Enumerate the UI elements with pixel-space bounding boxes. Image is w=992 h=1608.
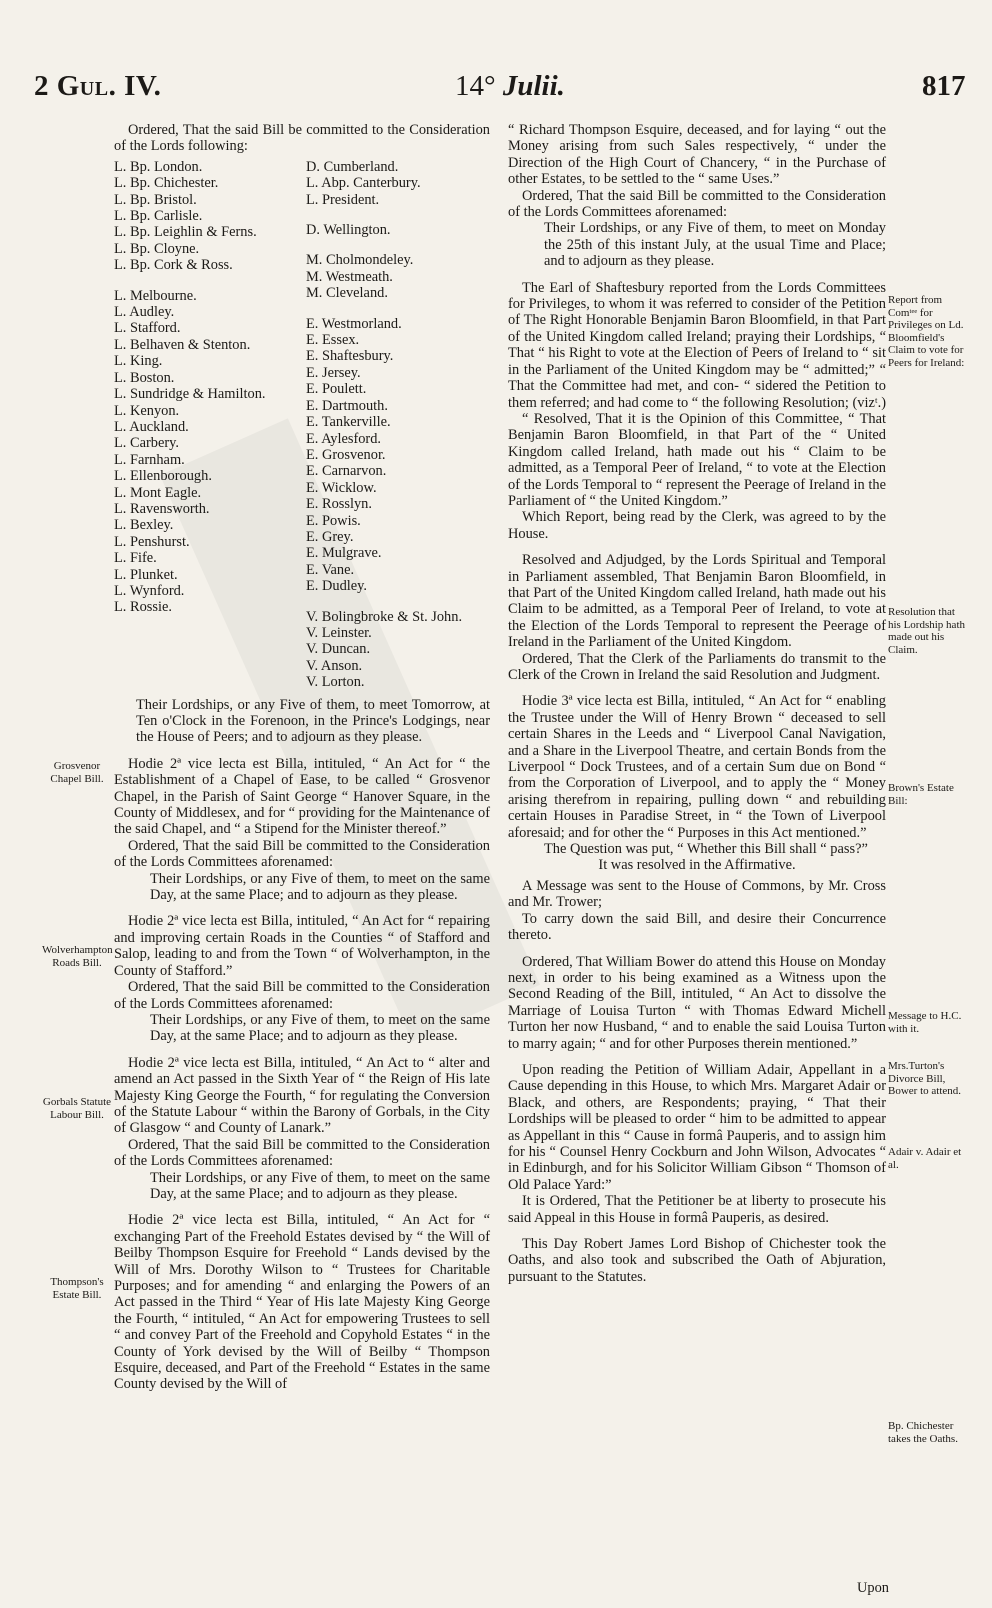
margin-note-message: Message to H.C. with it. (888, 1010, 962, 1035)
lord-entry: L. Bp. London. (114, 158, 203, 175)
lord-entry: L. President. (306, 191, 380, 208)
report-agreed: Which Report, being read by the Clerk, was agreed to by the House. (508, 509, 886, 542)
margin-note-grosvenor: Grosvenor Chapel Bill. (50, 760, 104, 785)
lord-entry: E. Grey. (306, 528, 354, 545)
margin-note-gorbals: Gorbals Statute Labour Bill. (42, 1096, 112, 1121)
lord-entry: E. Poulett. (306, 381, 367, 398)
lord-entry: L. Ellenborough. (114, 468, 212, 485)
lord-entry: L. King. (114, 353, 163, 370)
catchword: Upon (857, 1580, 889, 1596)
lord-entry: L. Farnham. (114, 451, 185, 468)
lord-entry: V. Duncan. (306, 641, 371, 658)
header-date (455, 70, 565, 103)
lord-entry: E. Carnarvon. (306, 463, 387, 480)
message-to-commons: A Message was sent to the House of Commons, by Mr. Cross and Mr. Trower; (508, 877, 886, 911)
header-day: 14° (455, 70, 496, 102)
carry-down: To carry down the said Bill, and desire their Concurrence thereto. (508, 910, 886, 944)
ordered-intro: Ordered, That the said Bill be committed to the Consideration of the Lords following: (114, 122, 490, 155)
lord-entry: V. Leinster. (306, 624, 372, 641)
margin-note-chichester: Bp. Chichester takes the Oaths. (888, 1420, 958, 1445)
thompson-ordered: Ordered, That the said Bill be committed to the Consideration of the Lords Committees aforenamed: (508, 187, 886, 221)
lord-entry: L. Penshurst. (114, 533, 190, 550)
grosvenor-bill-text: Hodie 2ª vice lecta est Billa, intituled, “ An Act for “ the Establishment of a Chapel of Ease, to be called “ Grosvenor Chapel, in the Parish of Saint George “ Hanover Square, in the County of Middlesex, and for “ providing for the Maintenance of the said Chapel, and “ a Stipend for the Minister thereof.” (114, 755, 490, 838)
lord-entry: L. Bp. Cloyne. (114, 240, 200, 257)
lord-entry: E. Powis. (306, 512, 361, 529)
brown-bill-text: Hodie 3ª vice lecta est Billa, intituled, “ An Act for “ enabling the Trustee under the Will of Henry Brown “ deceased to sell certain Shares in the Leeds and “ Liverpool Canal Navigation, and a Share in the Liverpool Theatre, and certain Bonds from the Liverpool “ Dock Trustees, and of a certain Sum due on Bond “ from the Corporation of Liverpool, and to apply the “ Money arising therefrom in repairing, pulling down “ and rebuilding certain Houses in Paradise Street, in “ the Town of Liverpool aforesaid; and for other the “ Purposes in this Act mentioned.” (508, 693, 886, 841)
margin-note-thompson: Thompson's Estate Bill. (50, 1276, 104, 1301)
lord-entry: E. Rosslyn. (306, 496, 372, 513)
resolved-adjudged: Resolved and Adjudged, by the Lords Spiritual and Temporal in Parliament assembled, That Benjamin Baron Bloomfield, in that Part of the United Kingdom called Ireland, hath made out his Claim to be admitted, as a Temporal Peer of Ireland, to vote at the Election of the Lords Temporal to represent the Peerage of Ireland in the Parliament of the United Kingdom. (508, 552, 886, 651)
margin-note-adair: Adair v. Adair et al. (888, 1146, 962, 1171)
lord-entry: V. Lorton. (306, 674, 365, 691)
lord-entry: L. Melbourne. (114, 287, 197, 304)
thompson-bill-continued: “ Richard Thompson Esquire, deceased, and for laying “ out the Money arising from such Sales respectively, “ under the Direction of the High Court of Chancery, “ in the Purchase of other Estates, to be settled to the “ same Uses.” (508, 122, 886, 188)
thompson-bill-text: Hodie 2ª vice lecta est Billa, intituled, “ An Act for “ exchanging Part of the Freehold Estates devised by “ the Will of Beilby Thompson Esquire for Freehold “ Lands devised by the Will of Mrs. Dorothy Wilson to “ Trustees for Charitable Purposes; and for amending “ and enlarging the Powers of an Act passed in the Third “ Year of His late Majesty King George the Fourth, “ intituled, “ An Act for empowering Trustees to sell “ and convey Part of the Freehold and Copyhold Estates “ in the County of York devised by the Will of Beilby “ Thompson Esquire, deceased, and Part of the Freehold “ Estates in the same County devised by the Will of (114, 1212, 490, 1393)
privileges-report: The Earl of Shaftesbury reported from the Lords Committees for Privileges, to whom it was referred to consider of the Petition of The Right Honorable Benjamin Baron Bloomfield, in that Part of the United Kingdom called Ireland; praying their Lordships, “ That “ his Right to vote at the Election of Peers of Ireland to “ sit in the Parliament of the United Kingdom may be “ admitted;” “ That the Committee had met, and con- “ sidered the Petition to them referred; and had come to “ the following Resolution; (vizᵗ.) (508, 279, 886, 411)
margin-note-report: Report from Comᵗᵉᵉ for Privileges on Ld. Bloomfield's Claim to vote for Peers for Ireland: (888, 294, 965, 369)
gorbals-meet: Their Lordships, or any Five of them, to meet on the same Day, at the same Place; and to adjourn as they please. (150, 1169, 490, 1202)
lords-list-b (306, 159, 462, 691)
lord-entry: L. Mont Eagle. (114, 484, 202, 501)
lord-entry: L. Stafford. (114, 320, 181, 337)
lord-entry: E. Wicklow. (306, 479, 377, 496)
wolverhampton-meet: Their Lordships, or any Five of them, to meet on the same Day, at the same Place; and to adjourn as they please. (150, 1011, 490, 1045)
meet-tomorrow: Their Lordships, or any Five of them, to meet Tomorrow, at Ten o'Clock in the Forenoon, in the Prince's Lodgings, near the House of Peers; and to adjourn as they please. (136, 696, 490, 746)
lord-entry: L. Abp. Canterbury. (306, 175, 421, 192)
lord-entry: D. Wellington. (306, 222, 391, 239)
lord-entry: E. Grosvenor. (306, 446, 386, 463)
lord-entry: L. Belhaven & Stenton. (114, 336, 251, 353)
margin-note-wolverhampton: Wolverhampton Roads Bill. (42, 944, 113, 969)
lord-entry: E. Mulgrave. (306, 545, 382, 562)
lord-entry: M. Westmeath. (306, 268, 393, 285)
adair-petition: Upon reading the Petition of William Adair, Appellant in a Cause depending in this House, to which Mrs. Margaret Adair or Black, and others, are Respondents; praying, “ That their Lordships will be pleased to order “ him to be admitted to appear as Appellant in this “ Cause in formâ Pauperis, and to assign him for his “ Counsel Henry Cockburn and John Wilson, Advocates “ in Edinburgh, and for his Solicitor William Gibson “ Thomson of Old Palace Yard:” (508, 1061, 886, 1193)
lord-entry: L. Bexley. (114, 517, 174, 534)
thompson-meet: Their Lordships, or any Five of them, to meet on Monday the 25th of this instant July, at the usual Time and Place; and to adjourn as they please. (544, 220, 886, 270)
lord-entry: E. Shaftesbury. (306, 348, 394, 365)
lord-entry: E. Dartmouth. (306, 397, 388, 414)
lord-entry: L. Bp. Bristol. (114, 191, 197, 208)
resolved-affirmative: It was resolved in the Affirmative. (598, 857, 796, 874)
lords-list-a (114, 159, 306, 691)
lord-entry: E. Vane. (306, 561, 355, 578)
lords-committee-list (114, 159, 490, 691)
page-number: 817 (922, 70, 966, 102)
margin-note-turton: Mrs.Turton's Divorce Bill, Bower to attend. (888, 1060, 962, 1097)
lord-entry: E. Dudley. (306, 578, 368, 595)
margin-note-resolution: Resolution that his Lordship hath made out his Claim. (888, 606, 965, 656)
lord-entry: E. Essex. (306, 332, 360, 349)
left-column (114, 122, 490, 1393)
bower-ordered: Ordered, That William Bower do attend this House on Monday next, in order to his being examined as a Witness upon the Second Reading of the Bill, intituled, “ An Act to dissolve the Marriage of Louisa Turton “ with Thomas Edward Michell Turton her now Husband, “ and to enable the said Louisa Turton to marry again; “ and for other Purposes therein mentioned.” (508, 953, 886, 1052)
lord-entry: L. Audley. (114, 304, 175, 321)
lord-entry: L. Auckland. (114, 418, 189, 435)
lord-entry: D. Cumberland. (306, 158, 399, 175)
lord-entry: E. Jersey. (306, 364, 361, 381)
lord-entry: L. Rossie. (114, 599, 172, 616)
committee-resolution: “ Resolved, That it is the Opinion of this Committee, “ That Benjamin Baron Bloomfield, in that Part of the “ United Kingdom called Ireland, hath made out his “ Claim to be admitted, as a Temporal Peer of Ireland, “ to vote at the Election of the Lords Temporal to “ represent the Peerage of Ireland in the Parliament of “ the United Kingdom.” (508, 410, 886, 509)
adair-ordered: It is Ordered, That the Petitioner be at liberty to prosecute his said Appeal in this House in formâ Pauperis, as desired. (508, 1193, 886, 1226)
lord-entry: L. Boston. (114, 369, 175, 386)
lord-entry: M. Cleveland. (306, 285, 388, 302)
lord-entry: L. Sundridge & Hamilton. (114, 386, 266, 403)
lord-entry: L. Wynford. (114, 582, 185, 599)
margin-note-brown: Brown's Estate Bill: (888, 782, 954, 807)
transmit-ordered: Ordered, That the Clerk of the Parliaments do transmit to the Clerk of the Crown in Ireland the said Resolution and Judgment. (508, 650, 886, 683)
wolverhampton-bill-text: Hodie 2ª vice lecta est Billa, intituled, “ An Act for “ repairing and improving certain Roads in the Counties “ of Stafford and Salop, leading to and from the Town “ of Wolverhampton, in the County of Stafford.” (114, 913, 490, 979)
lord-entry: L. Bp. Carlisle. (114, 208, 203, 225)
right-column (508, 122, 886, 1285)
chichester-oaths: This Day Robert James Lord Bishop of Chichester took the Oaths, and also took and subscribed the Oath of Abjuration, pursuant to the Statutes. (508, 1236, 886, 1285)
lord-entry: E. Westmorland. (306, 315, 402, 332)
grosvenor-ordered: Ordered, That the said Bill be committed to the Consideration of the Lords Committees aforenamed: (114, 837, 490, 871)
grosvenor-meet: Their Lordships, or any Five of them, to meet on the same Day, at the same Place; and to adjourn as they please. (150, 870, 490, 904)
gorbals-ordered: Ordered, That the said Bill be committed to the Consideration of the Lords Committees aforenamed: (114, 1136, 490, 1170)
lord-entry: L. Kenyon. (114, 402, 180, 419)
lord-entry: L. Ravensworth. (114, 500, 210, 517)
wolverhampton-ordered: Ordered, That the said Bill be committed to the Consideration of the Lords Committees aforenamed: (114, 979, 490, 1012)
lord-entry: L. Plunket. (114, 566, 178, 583)
gorbals-bill-text: Hodie 2ª vice lecta est Billa, intituled, “ An Act to “ alter and amend an Act passed in the Sixth Year of “ the Reign of His late Majesty King George the Fourth, “ for regulating the Conversion of the Statute Labour “ within the Barony of Gorbals, in the City of Glasgow “ and County of Lanark.” (114, 1054, 490, 1137)
lord-entry: M. Cholmondeley. (306, 252, 414, 269)
lord-entry: L. Bp. Chichester. (114, 175, 219, 192)
lord-entry: L. Carbery. (114, 435, 179, 452)
header-month: Julii. (502, 70, 565, 102)
question-put: The Question was put, “ Whether this Bill shall “ pass?” (544, 841, 868, 858)
lord-entry: L. Bp. Leighlin & Ferns. (114, 224, 257, 241)
lord-entry: V. Anson. (306, 657, 363, 674)
lord-entry: L. Fife. (114, 550, 157, 567)
lord-entry: V. Bolingbroke & St. John. (306, 608, 463, 625)
lord-entry: L. Bp. Cork & Ross. (114, 257, 233, 274)
lord-entry: E. Tankerville. (306, 414, 391, 431)
lord-entry: E. Aylesford. (306, 430, 382, 447)
header-regnal-year: 2 Gul. IV. (34, 70, 162, 102)
